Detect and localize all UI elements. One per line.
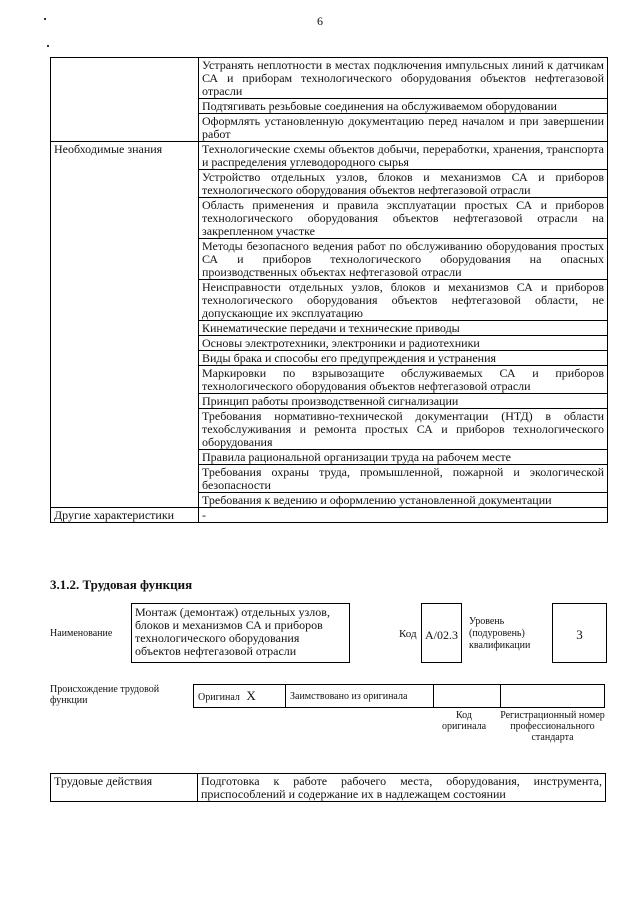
knowledge-item: Маркировки по взрывозащите обслуживаемых СА и приборов технологического оборудования объектов нефтегазовой отрасли [199, 366, 608, 394]
scan-speck [47, 45, 49, 47]
knowledge-item: Основы электротехники, электроники и радиотехники [199, 336, 608, 351]
borrowed-label: Заимствовано из оригинала [286, 685, 434, 708]
original-mark: X [246, 688, 256, 703]
origin-label: Происхождение трудовой функции [50, 684, 160, 706]
knowledge-item: Кинематические передачи и технические приводы [199, 321, 608, 336]
code-original-label: Код оригинала [441, 710, 487, 732]
skill-item: Устранять неплотности в местах подключения импульсных линий к датчикам СА и приборам технологического оборудования объектов нефтегазовой отрасли [199, 58, 608, 99]
knowledge-item: Требования к ведению и оформлению установленной документации [199, 493, 608, 508]
knowledge-item: Требования охраны труда, промышленной, пожарной и экологической безопасности [199, 465, 608, 493]
knowledge-item: Устройство отдельных узлов, блоков и механизмов СА и приборов технологического оборудования объектов нефтегазовой отрасли [199, 170, 608, 198]
actions-table [50, 773, 606, 802]
scan-speck [44, 18, 46, 20]
knowledge-table [50, 57, 608, 523]
reg-number-label: Регистрационный номер профессионального стандарта [500, 710, 605, 743]
level-label: Уровень (подуровень) квалификации [469, 616, 531, 651]
section-title: 3.1.2. Трудовая функция [50, 577, 193, 592]
knowledge-item: Область применения и правила эксплуатации простых СА и приборов технологического оборудования объектов нефтегазовой отрасли на закрепленном участке [199, 198, 608, 239]
skill-item: Оформлять установленную документацию перед началом и при завершении работ [199, 114, 608, 142]
original-label: Оригинал [198, 692, 240, 703]
knowledge-label: Необходимые знания [51, 142, 199, 170]
other-label: Другие характеристики [51, 508, 199, 523]
original-cell [194, 685, 286, 708]
knowledge-item: Требования нормативно-технической документации (НТД) в области техобслуживания и ремонта простых СА и приборов технологического оборудования [199, 409, 608, 450]
origin-table [193, 684, 605, 708]
knowledge-item: Неисправности отдельных узлов, блоков и механизмов СА и приборов технологического оборудования объектов нефтегазовой области, не допускающие их эксплуатацию [199, 280, 608, 321]
skill-item: Подтягивать резьбовые соединения на обслуживаемом оборудовании [199, 99, 608, 114]
level-value: 3 [552, 603, 607, 663]
other-value: - [199, 508, 608, 523]
knowledge-item: Виды брака и способы его предупреждения и устранения [199, 351, 608, 366]
reg-number-cell [501, 685, 605, 708]
function-name: Монтаж (демонтаж) отдельных узлов, блоков и механизмов СА и приборов технологического оборудования объектов нефтегазовой отрасли [131, 603, 350, 663]
knowledge-item: Технологические схемы объектов добычи, переработки, хранения, транспорта и распределения углеводородного сырья [199, 142, 608, 170]
knowledge-item: Методы безопасного ведения работ по обслуживанию оборудования простых СА и приборов технологического оборудования на опасных производственных объектах нефтегазовой отрасли [199, 239, 608, 280]
code-original-cell [434, 685, 501, 708]
knowledge-item: Принцип работы производственной сигнализации [199, 394, 608, 409]
knowledge-item: Правила рациональной организации труда на рабочем месте [199, 450, 608, 465]
actions-label: Трудовые действия [51, 774, 198, 802]
function-code: A/02.3 [421, 603, 462, 663]
empty-label-cell [51, 58, 199, 99]
page-number: 6 [317, 14, 323, 28]
action-item: Подготовка к работе рабочего места, оборудования, инструмента, приспособлений и содержание их в надлежащем состоянии [198, 774, 606, 802]
name-label: Наименование [50, 628, 113, 639]
code-label: Код [399, 628, 417, 640]
